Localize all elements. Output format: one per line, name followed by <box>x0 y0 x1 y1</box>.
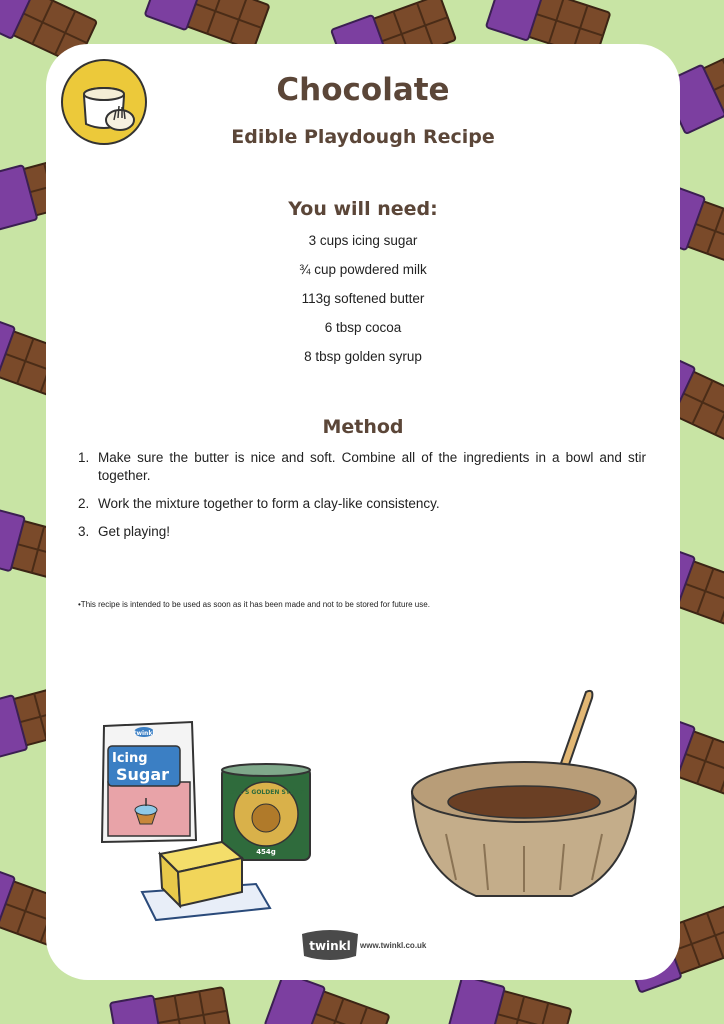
method-step <box>78 449 646 485</box>
chocolate-bar <box>110 983 232 1024</box>
page-title: Chocolate <box>276 72 450 108</box>
step-number: 3. <box>78 524 90 539</box>
method-step <box>78 523 646 541</box>
ingredient-item: 3 cups icing sugar <box>308 233 418 248</box>
step-number: 2. <box>78 496 90 511</box>
step-number: 1. <box>78 450 90 465</box>
mixing-bowl-illustration <box>406 684 642 910</box>
method-step <box>78 495 646 513</box>
chocolate-bar <box>448 976 573 1024</box>
ingredient-item: 8 tbsp golden syrup <box>304 349 422 364</box>
page-subtitle: Edible Playdough Recipe <box>231 126 495 148</box>
sugar-bag-brand: twinkl <box>133 730 155 737</box>
butter-dish-illustration <box>138 814 274 924</box>
ingredients-heading: You will need: <box>288 198 438 220</box>
method-steps <box>78 449 646 551</box>
recipe-card <box>46 44 680 980</box>
twinkl-logo <box>298 928 362 962</box>
footer-url: www.twinkl.co.uk <box>360 941 427 950</box>
step-text: Work the mixture together to form a clay-like consistency. <box>98 496 440 511</box>
ingredients-list <box>46 230 680 375</box>
method-heading: Method <box>322 416 404 438</box>
sugar-bag-label-1: Icing <box>112 751 148 766</box>
storage-note: •This recipe is intended to be used as soon as it has been made and not to be stored for future use. <box>78 600 430 609</box>
ingredient-item: ¾ cup powdered milk <box>299 262 427 277</box>
tin-label: LYLE'S GOLDEN SYRUP <box>228 789 304 796</box>
footer-brand: twinkl <box>309 939 351 953</box>
step-text: Make sure the butter is nice and soft. Combine all of the ingredients in a bowl and stir together. <box>98 450 646 483</box>
chocolate-bar <box>265 973 391 1024</box>
ingredient-item: 6 tbsp cocoa <box>324 320 402 335</box>
sugar-bag-label-2: Sugar <box>116 765 170 784</box>
step-text: Get playing! <box>98 524 171 539</box>
ingredient-item: 113g softened butter <box>301 291 425 306</box>
tin-weight: 454g <box>256 848 276 856</box>
